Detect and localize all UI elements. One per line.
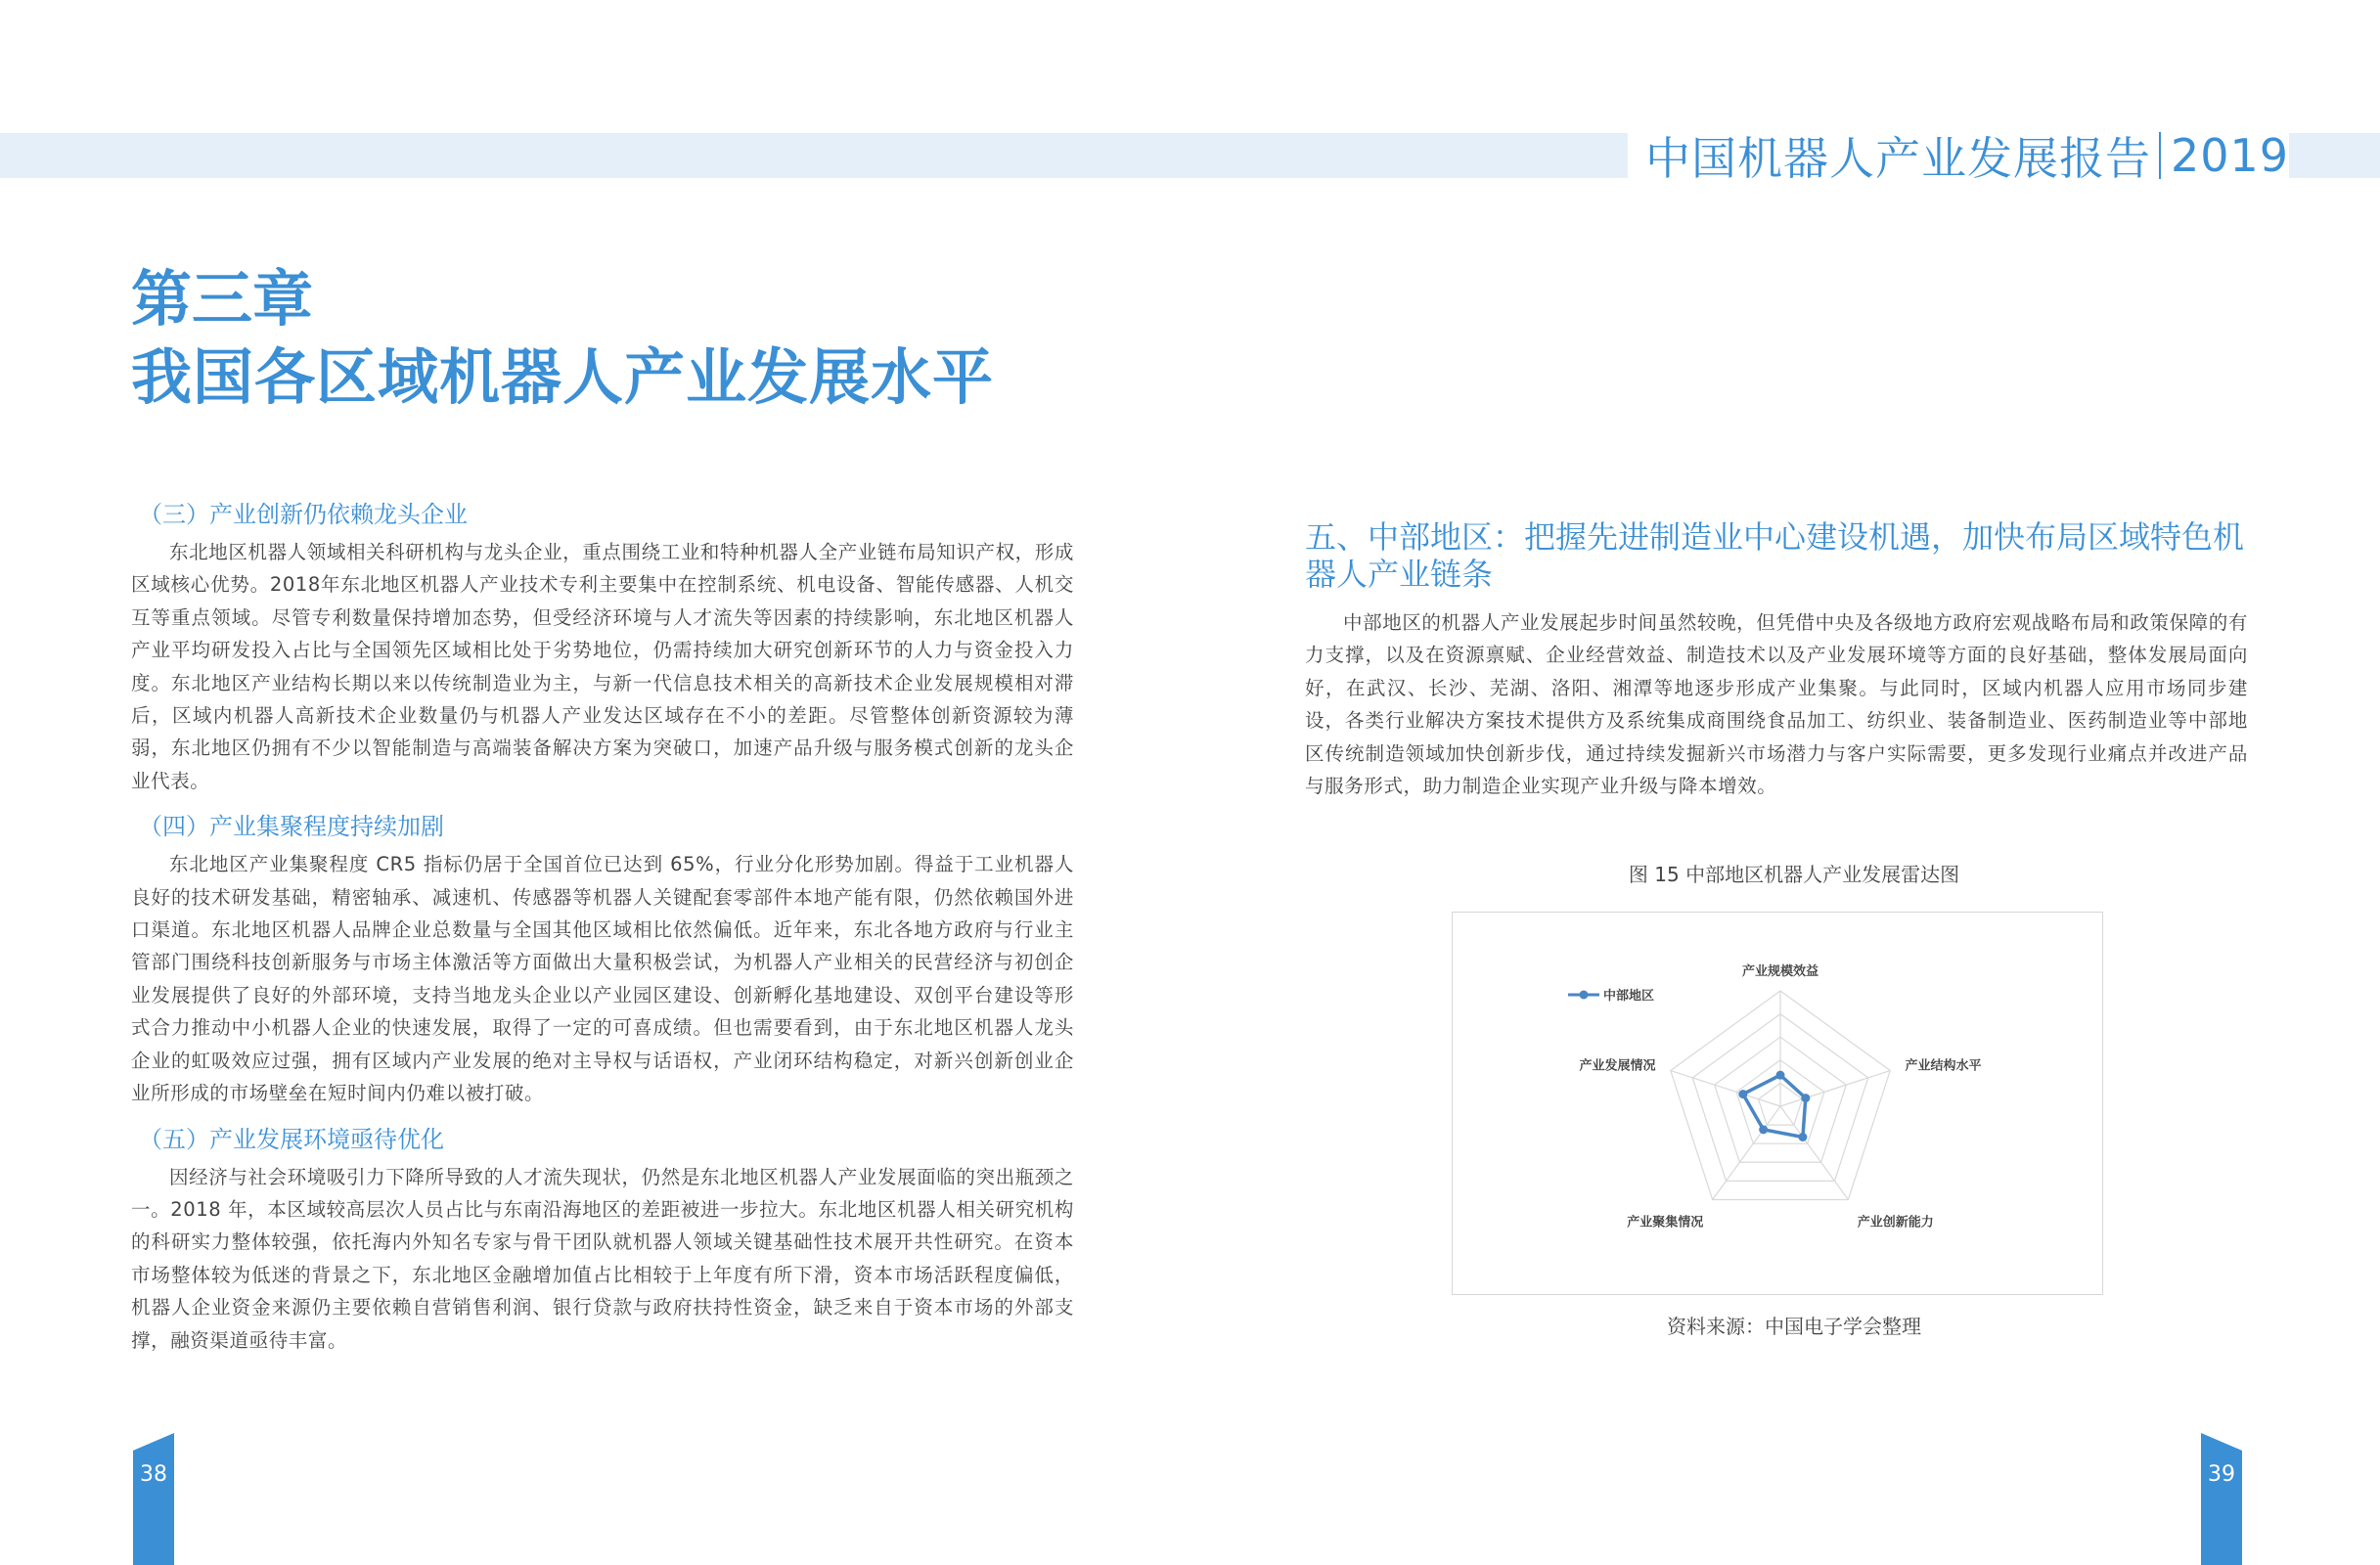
radar-spoke bbox=[1713, 1106, 1780, 1199]
section-environment bbox=[131, 1122, 1074, 1357]
page-tab-left bbox=[133, 1433, 174, 1565]
central-region-body: 中部地区的机器人产业发展起步时间虽然较晚，但凭借中央及各级地方政府宏观战略布局和政策保障的有力支撑，以及在资源禀赋、企业经营效益、制造技术以及产业发展环境等方面的良好基础，整体发展局面向好，在武汉、长沙、芜湖、洛阳、湘潭等地逐步形成产业集聚。与此同时，区域内机器人应用市场同步建设，各类行业解决方案技术提供方及系统集成商围绕食品加工、纺织业、装备制造业、医药制造业等中部地区传统制造领域加快创新步伐，通过持续发掘新兴市场潜力与客户实际需要，更多发现行业痛点并改进产品与服务形式，助力制造企业实现产业升级与降本增效。 bbox=[1305, 611, 2248, 798]
radar-axis-label: 产业创新能力 bbox=[1857, 1215, 1934, 1230]
section-heading: （三）产业创新仍依赖龙头企业 bbox=[139, 501, 468, 528]
legend-label: 中部地区 bbox=[1603, 989, 1655, 1004]
radar-axis-label: 产业聚集情况 bbox=[1627, 1215, 1704, 1230]
radar-axis-label: 产业发展情况 bbox=[1579, 1058, 1656, 1074]
radar-legend bbox=[1568, 988, 1654, 1004]
figure-caption: 图 15 中部地区机器人产业发展雷达图 bbox=[1628, 863, 1960, 886]
figure-source: 资料来源：中国电子学会整理 bbox=[1667, 1315, 1921, 1338]
radar-point bbox=[1759, 1125, 1768, 1134]
section-heading: （五）产业发展环境亟待优化 bbox=[139, 1125, 444, 1153]
radar-chart-frame bbox=[1452, 912, 2103, 1295]
radar-point bbox=[1776, 1071, 1785, 1080]
section-body: 因经济与社会环境吸引力下降所导致的人才流失现状，仍然是东北地区机器人产业发展面临的突出瓶颈之一。2018 年，本区域较高层次人员占比与东南沿海地区的差距被进一步拉大。东北地区机器人相关研究机构的科研实力整体较强，依托海内外知名专家与骨干团队就机器人领域关键基础性技术展开共性研究。在资本市场整体较为低迷的背景之下，东北地区金融增加值占比相较于上年度有所下滑，资本市场活跃程度偏低，机器人企业资金来源仍主要依赖自营销售利润、银行贷款与政府扶持性资金，缺乏来自于资本市场的外部支撑，融资渠道亟待丰富。 bbox=[131, 1165, 1074, 1352]
section-heading: （四）产业集聚程度持续加剧 bbox=[139, 813, 444, 841]
chapter-number: 第三章 bbox=[131, 263, 314, 335]
header-band bbox=[0, 133, 1628, 178]
header-band-right bbox=[2289, 133, 2380, 178]
title-separator bbox=[2159, 132, 2161, 179]
radar-chart bbox=[1453, 913, 2102, 1294]
chapter-title: 我国各区域机器人产业发展水平 bbox=[131, 341, 995, 413]
report-title bbox=[1645, 125, 2289, 186]
central-region-heading: 五、中部地区：把握先进制造业中心建设机遇，加快布局区域特色机器人产业链条 bbox=[1305, 518, 2245, 593]
legend-marker bbox=[1580, 991, 1589, 1000]
radar-spoke bbox=[1780, 1106, 1848, 1199]
page-number-right: 39 bbox=[2208, 1462, 2235, 1487]
report-year: 2019 bbox=[2171, 129, 2290, 182]
radar-point bbox=[1798, 1133, 1807, 1141]
radar-grid bbox=[1671, 991, 1890, 1199]
left-column bbox=[131, 497, 1074, 1368]
page-tab-right bbox=[2201, 1433, 2242, 1565]
section-cluster bbox=[131, 809, 1074, 1109]
right-column bbox=[1305, 518, 2248, 814]
radar-axis-label: 产业结构水平 bbox=[1905, 1058, 1982, 1074]
radar-point bbox=[1801, 1094, 1810, 1102]
radar-point bbox=[1738, 1090, 1747, 1098]
section-body: 东北地区产业集聚程度 CR5 指标仍居于全国首位已达到 65%，行业分化形势加剧。得益于工业机器人良好的技术研发基础，精密轴承、减速机、传感器等机器人关键配套零部件本地产能有限，仍然依赖国外进口渠道。东北地区机器人品牌企业总数量与全国其他区域相比依然偏低。近年来，东北各地方政府与行业主管部门围绕科技创新服务与市场主体激活等方面做出大量积极尝试，为机器人产业相关的民营经济与初创企业发展提供了良好的外部环境，支持当地龙头企业以产业园区建设、创新孵化基地建设、双创平台建设等形式合力推动中小机器人企业的快速发展，取得了一定的可喜成绩。但也需要看到，由于东北地区机器人龙头企业的虹吸效应过强，拥有区域内产业发展的绝对主导权与话语权，产业闭环结构稳定，对新兴创新创业企业所形成的市场壁垒在短时间内仍难以被打破。 bbox=[131, 853, 1074, 1105]
page-number-left: 38 bbox=[140, 1462, 167, 1487]
section-innovation bbox=[131, 497, 1074, 797]
report-title-text: 中国机器人产业发展报告 bbox=[1645, 132, 2151, 185]
radar-spoke bbox=[1671, 1071, 1780, 1106]
section-body: 东北地区机器人领域相关科研机构与龙头企业，重点围绕工业和特种机器人全产业链布局知识产权，形成区域核心优势。2018年东北地区机器人产业技术专利主要集中在控制系统、机电设备、智能传感器、人机交互等重点领域。尽管专利数量保持增加态势，但受经济环境与人才流失等因素的持续影响，东北地区机器人产业平均研发投入占比与全国领先区域相比处于劣势地位，仍需持续加大研究创新环节的人力与资金投入力度。东北地区产业结构长期以来以传统制造业为主，与新一代信息技术相关的高新技术企业发展规模相对滞后，区域内机器人高新技术企业数量仍与机器人产业发达区域存在不小的差距。尽管整体创新资源较为薄弱，东北地区仍拥有不少以智能制造与高端装备解决方案为突破口，加速产品升级与服务模式创新的龙头企业代表。 bbox=[131, 541, 1074, 792]
radar-axis-label: 产业规模效益 bbox=[1741, 964, 1819, 979]
